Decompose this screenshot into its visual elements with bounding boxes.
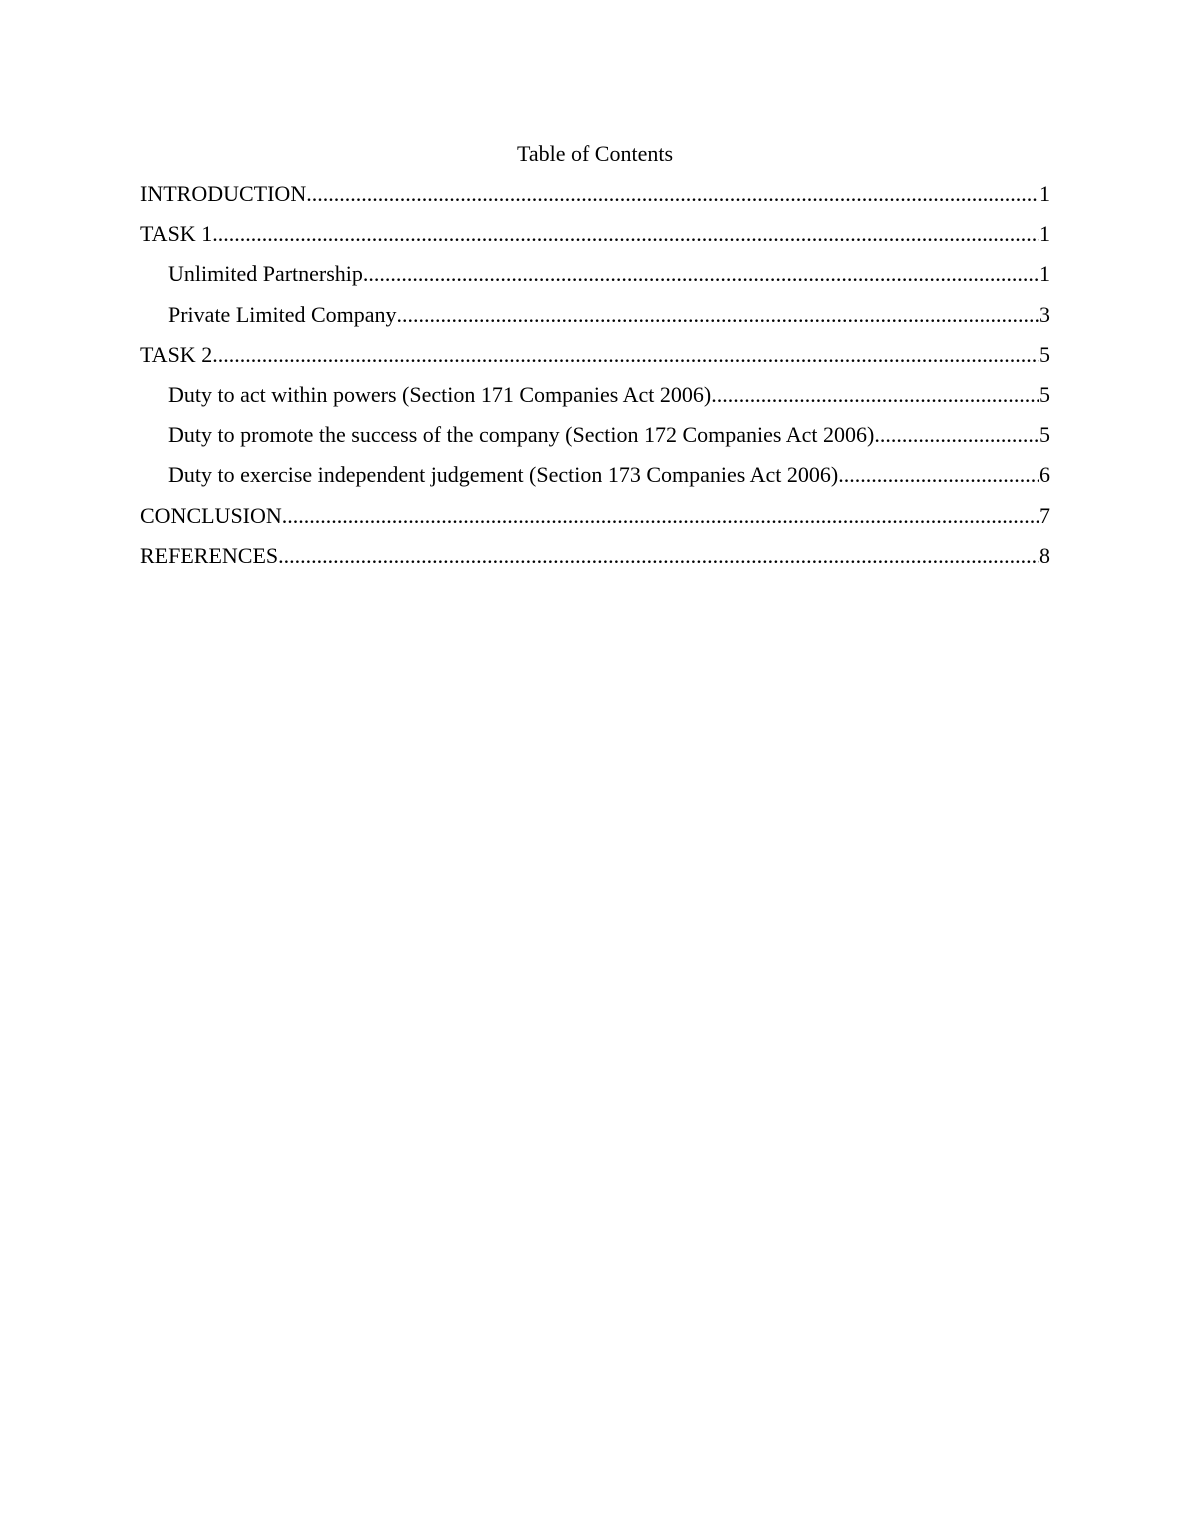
toc-entry-text: INTRODUCTION (140, 181, 307, 206)
toc-dot-leader (278, 542, 1039, 570)
table-of-contents (140, 180, 1050, 582)
toc-dot-leader (711, 381, 1039, 409)
toc-entry-text: Private Limited Company (168, 301, 397, 327)
toc-dot-leader (282, 502, 1039, 530)
toc-entry-text: REFERENCES (140, 542, 279, 568)
toc-entry-text: Duty to promote the success of the company (Section 172 Companies Act 2006) (168, 422, 875, 448)
toc-page-number: 1 (1039, 181, 1050, 206)
toc-page-number: 1 (1039, 261, 1050, 287)
toc-entry-conclusion[interactable] (140, 502, 1050, 542)
toc-dot-leader (397, 301, 1039, 329)
toc-dot-leader (306, 180, 1039, 208)
toc-entry-task-1[interactable] (140, 220, 1050, 260)
toc-title: Table of Contents (516, 141, 674, 166)
toc-entry-text: Duty to exercise independent judgement (Section 173 Companies Act 2006) (168, 462, 839, 488)
toc-entry-section-173[interactable] (140, 461, 1050, 501)
toc-entry-text: TASK 1 (140, 221, 213, 247)
toc-entry-text: CONCLUSION (140, 502, 282, 528)
toc-page-number: 1 (1039, 221, 1050, 247)
toc-entry-text: Duty to act within powers (Section 171 Companies Act 2006) (168, 381, 712, 407)
toc-dot-leader (212, 341, 1039, 369)
toc-entry-unlimited-partnership[interactable] (140, 260, 1050, 300)
toc-page-number: 3 (1039, 301, 1050, 327)
toc-page-number: 7 (1039, 502, 1050, 528)
toc-page-number: 5 (1039, 341, 1050, 367)
toc-dot-leader (363, 260, 1039, 288)
toc-dot-leader (212, 220, 1039, 248)
toc-entry-introduction[interactable] (140, 180, 1050, 220)
toc-entry-task-2[interactable] (140, 341, 1050, 381)
toc-page-number: 5 (1039, 422, 1050, 448)
toc-page-number: 8 (1039, 542, 1050, 568)
toc-entry-references[interactable] (140, 542, 1050, 582)
toc-page-number: 5 (1039, 381, 1050, 407)
toc-entry-text: Unlimited Partnership (168, 261, 363, 287)
toc-dot-leader (838, 461, 1039, 489)
toc-page-number: 6 (1039, 462, 1050, 488)
toc-entry-section-172[interactable] (140, 421, 1050, 461)
toc-entry-private-limited-company[interactable] (140, 301, 1050, 341)
toc-entry-section-171[interactable] (140, 381, 1050, 421)
toc-entry-text: TASK 2 (140, 341, 213, 367)
toc-dot-leader (874, 421, 1039, 449)
